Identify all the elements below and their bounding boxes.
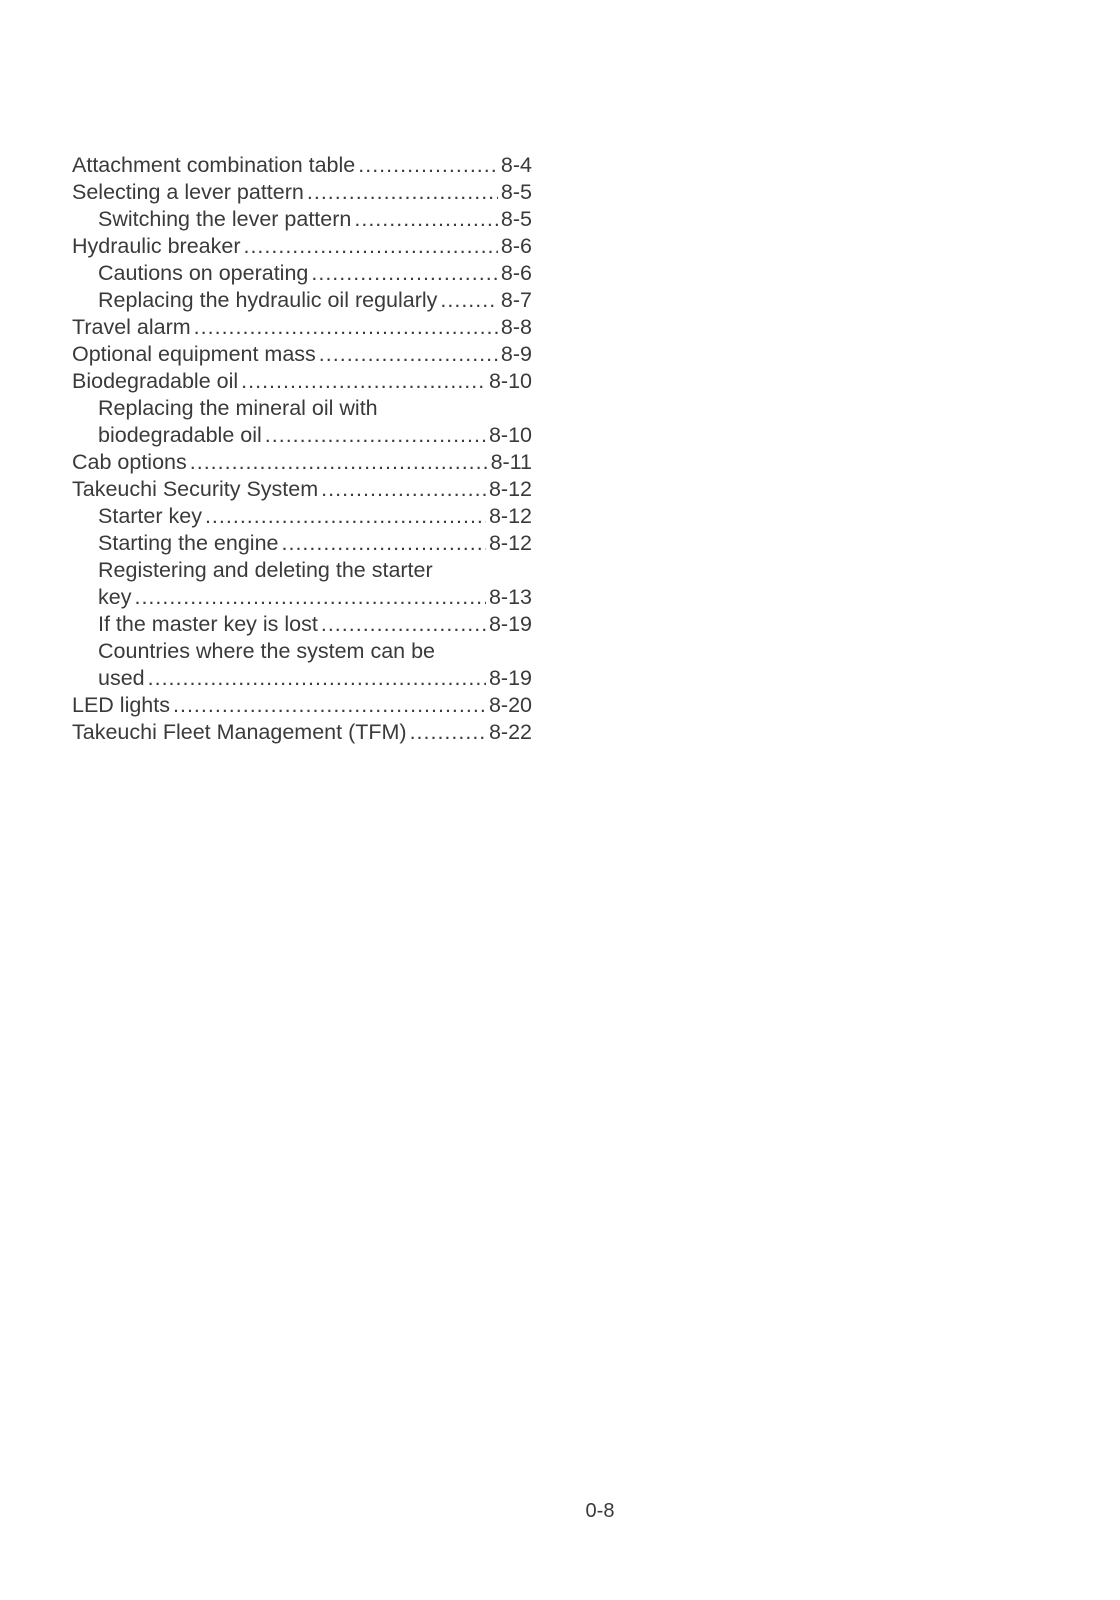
toc-entry[interactable] [72, 368, 532, 395]
page-number: 0-8 [585, 1500, 615, 1522]
toc-entry-page: 8-9 [500, 342, 532, 366]
toc-entry-title: Optional equipment mass [72, 342, 316, 366]
toc-entry[interactable] [72, 233, 532, 260]
toc-leader-dots [243, 233, 497, 260]
toc-entry-title: used [98, 666, 145, 690]
toc-entry-page: 8-8 [500, 315, 532, 339]
toc-leader-dots [194, 314, 498, 341]
toc-entry[interactable] [72, 314, 532, 341]
toc-leader-dots [173, 692, 486, 719]
toc-subentry[interactable] [72, 665, 532, 692]
toc-leader-dots [205, 503, 486, 530]
table-of-contents [72, 152, 532, 746]
toc-entry-title: LED lights [72, 693, 170, 717]
toc-entry-title: Switching the lever pattern [98, 207, 352, 231]
toc-entry-page: 8-5 [500, 180, 532, 204]
toc-entry-page: 8-11 [490, 450, 532, 474]
toc-leader-dots [319, 341, 498, 368]
toc-entry-title: Attachment combination table [72, 153, 356, 177]
toc-entry-page: 8-6 [500, 234, 532, 258]
toc-leader-dots [410, 719, 486, 746]
toc-entry-page: 8-12 [488, 531, 532, 555]
toc-entry[interactable] [72, 692, 532, 719]
toc-subentry[interactable] [72, 422, 532, 449]
toc-subentry[interactable] [72, 584, 532, 611]
toc-entry-title: Takeuchi Fleet Management (TFM) [72, 720, 407, 744]
toc-entry-page: 8-5 [500, 207, 532, 231]
toc-entry-title: Biodegradable oil [72, 369, 239, 393]
toc-entry-page: 8-12 [488, 504, 532, 528]
toc-entry-page: 8-6 [500, 261, 532, 285]
toc-entry[interactable] [72, 449, 532, 476]
toc-leader-dots [321, 476, 486, 503]
toc-entry-page: 8-4 [500, 153, 532, 177]
toc-leader-dots [358, 152, 498, 179]
toc-entry-page: 8-20 [488, 693, 532, 717]
toc-entry-title-line1: Registering and deleting the starter [98, 558, 433, 582]
toc-entry-page: 8-12 [488, 477, 532, 501]
toc-entry-title: Starter key [98, 504, 202, 528]
toc-subentry[interactable] [72, 611, 532, 638]
toc-entry-page: 8-7 [500, 288, 532, 312]
toc-subentry[interactable] [72, 287, 532, 314]
toc-subentry[interactable] [72, 503, 532, 530]
toc-subentry-line1[interactable] [72, 395, 532, 422]
toc-leader-dots [311, 260, 498, 287]
toc-entry-page: 8-19 [488, 666, 532, 690]
toc-leader-dots [282, 530, 486, 557]
toc-entry[interactable] [72, 719, 532, 746]
toc-entry-title: key [98, 585, 132, 609]
toc-leader-dots [241, 368, 486, 395]
toc-entry-page: 8-22 [488, 720, 532, 744]
toc-subentry-line1[interactable] [72, 557, 532, 584]
toc-leader-dots [134, 584, 485, 611]
toc-leader-dots [307, 179, 498, 206]
toc-entry-page: 8-10 [488, 369, 532, 393]
toc-entry[interactable] [72, 152, 532, 179]
toc-entry-title-line1: Replacing the mineral oil with [98, 396, 378, 420]
toc-leader-dots [190, 449, 488, 476]
toc-entry-title: Replacing the hydraulic oil regularly [98, 288, 438, 312]
toc-leader-dots [148, 665, 486, 692]
toc-entry-page: 8-19 [488, 612, 532, 636]
toc-subentry[interactable] [72, 260, 532, 287]
toc-entry[interactable] [72, 341, 532, 368]
toc-entry-title: Travel alarm [72, 315, 191, 339]
toc-entry-title: Hydraulic breaker [72, 234, 241, 258]
toc-leader-dots [354, 206, 498, 233]
toc-leader-dots [321, 611, 486, 638]
toc-leader-dots [265, 422, 486, 449]
toc-entry-title: biodegradable oil [98, 423, 262, 447]
toc-entry-title: Cab options [72, 450, 187, 474]
toc-leader-dots [440, 287, 498, 314]
toc-entry[interactable] [72, 476, 532, 503]
toc-entry-title: Selecting a lever pattern [72, 180, 304, 204]
toc-entry-title-line1: Countries where the system can be [98, 639, 435, 663]
toc-entry-title: Takeuchi Security System [72, 477, 319, 501]
toc-entry-page: 8-13 [488, 585, 532, 609]
toc-subentry[interactable] [72, 206, 532, 233]
toc-entry[interactable] [72, 179, 532, 206]
toc-entry-title: Cautions on operating [98, 261, 309, 285]
toc-subentry-line1[interactable] [72, 638, 532, 665]
toc-subentry[interactable] [72, 530, 532, 557]
toc-entry-title: If the master key is lost [98, 612, 318, 636]
toc-entry-title: Starting the engine [98, 531, 279, 555]
toc-entry-page: 8-10 [488, 423, 532, 447]
